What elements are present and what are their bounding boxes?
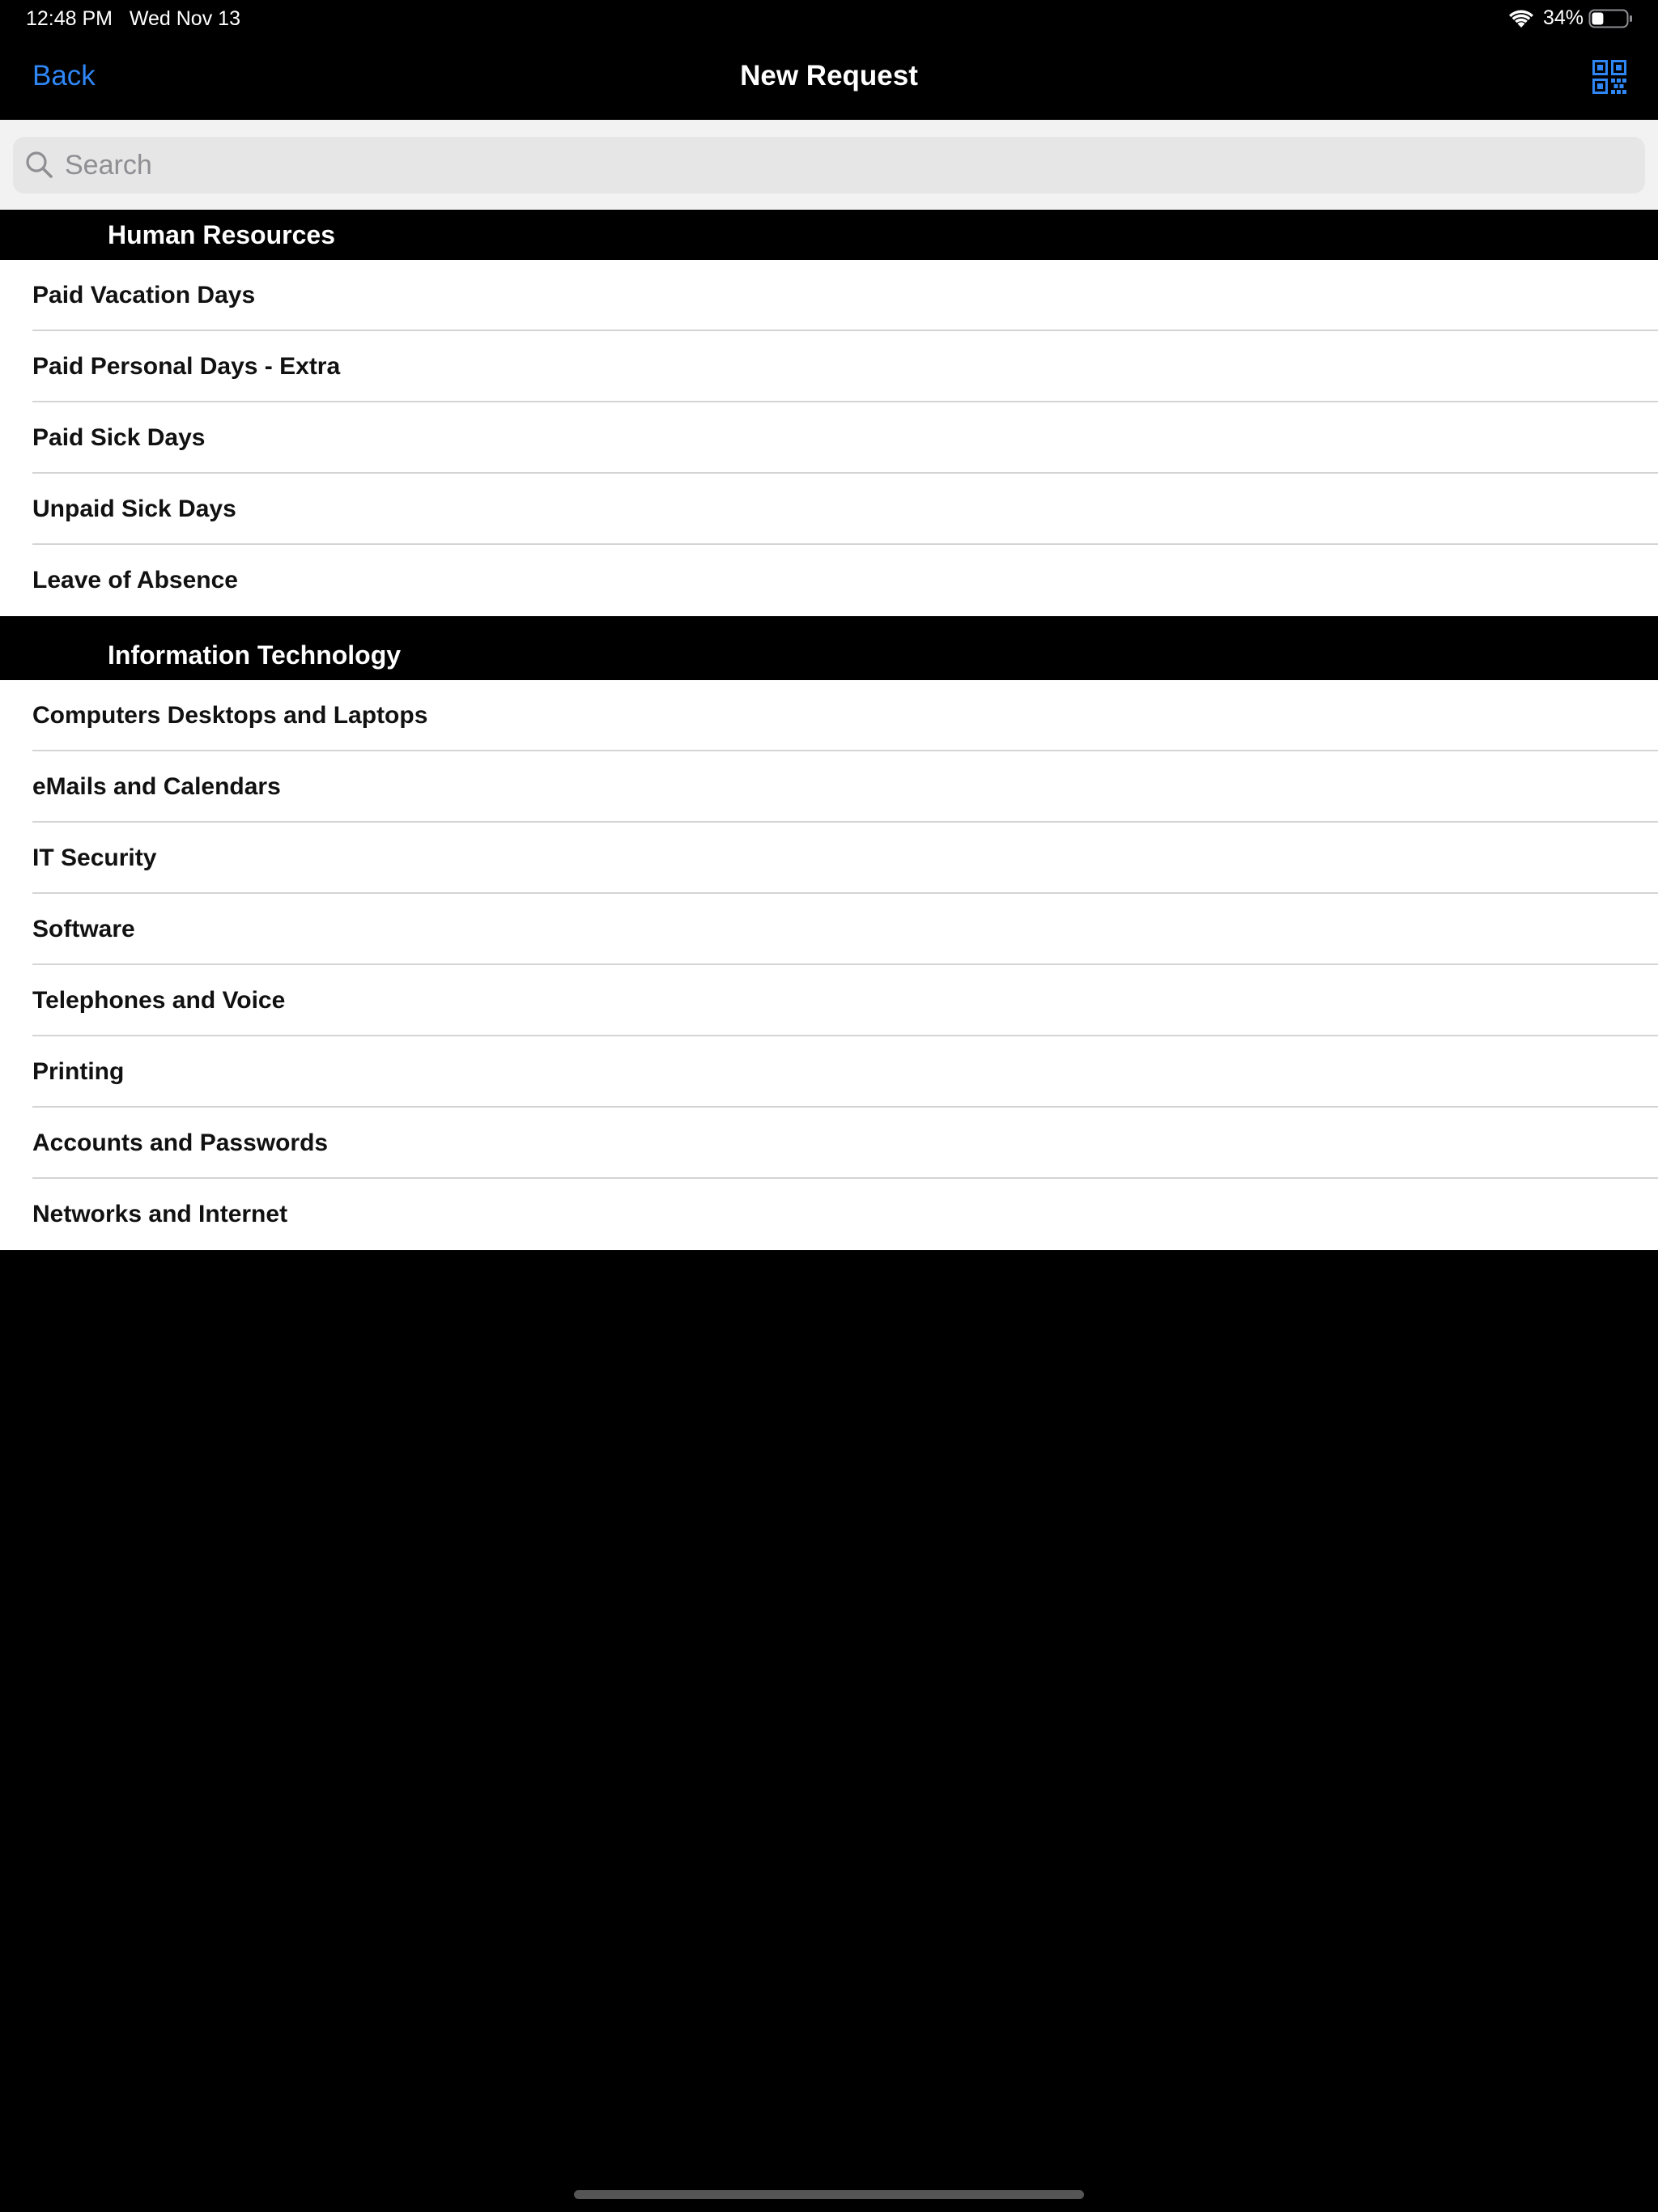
list-item-accounts-passwords[interactable]: Accounts and Passwords xyxy=(0,1108,1658,1179)
back-button[interactable]: Back xyxy=(32,60,96,91)
list-item-computers-desktops-laptops[interactable]: Computers Desktops and Laptops xyxy=(0,680,1658,751)
list-item-emails-calendars[interactable]: eMails and Calendars xyxy=(0,751,1658,823)
search-icon xyxy=(23,148,57,182)
search-field[interactable] xyxy=(13,137,1645,194)
search-input[interactable] xyxy=(60,137,1635,194)
battery-percent: 34% xyxy=(1542,6,1584,29)
status-bar xyxy=(0,0,1658,39)
status-indicators xyxy=(1507,6,1634,30)
list-item-printing[interactable]: Printing xyxy=(0,1036,1658,1108)
home-indicator[interactable] xyxy=(574,2190,1084,2199)
list-item-leave-of-absence[interactable]: Leave of Absence xyxy=(32,567,238,593)
list-item-software[interactable]: Software xyxy=(0,894,1658,965)
navigation-bar xyxy=(0,39,1658,120)
qr-code-icon[interactable] xyxy=(1592,59,1627,95)
wifi-icon xyxy=(1507,8,1535,29)
list-item-paid-sick-days[interactable]: Paid Sick Days xyxy=(0,402,1658,474)
status-date: Wed Nov 13 xyxy=(129,7,240,30)
section-header-human-resources: Human Resources xyxy=(0,210,1658,260)
search-bar-container xyxy=(0,120,1658,210)
information-technology-list xyxy=(0,680,1658,1250)
list-item-unpaid-sick-days[interactable]: Unpaid Sick Days xyxy=(0,474,1658,545)
list-item-paid-vacation-days[interactable]: Paid Vacation Days xyxy=(0,260,1658,331)
list-item-it-security[interactable]: IT Security xyxy=(0,823,1658,894)
status-time-date xyxy=(26,7,240,31)
page-title: New Request xyxy=(740,60,918,91)
section-header-information-technology: Information Technology xyxy=(0,616,1658,680)
list-item-networks-internet[interactable]: Networks and Internet xyxy=(32,1201,288,1227)
list-item-paid-personal-days-extra[interactable]: Paid Personal Days - Extra xyxy=(0,331,1658,402)
status-time: 12:48 PM xyxy=(26,7,113,30)
human-resources-list xyxy=(0,260,1658,616)
battery-icon xyxy=(1588,8,1634,29)
list-item-telephones-voice[interactable]: Telephones and Voice xyxy=(0,965,1658,1036)
